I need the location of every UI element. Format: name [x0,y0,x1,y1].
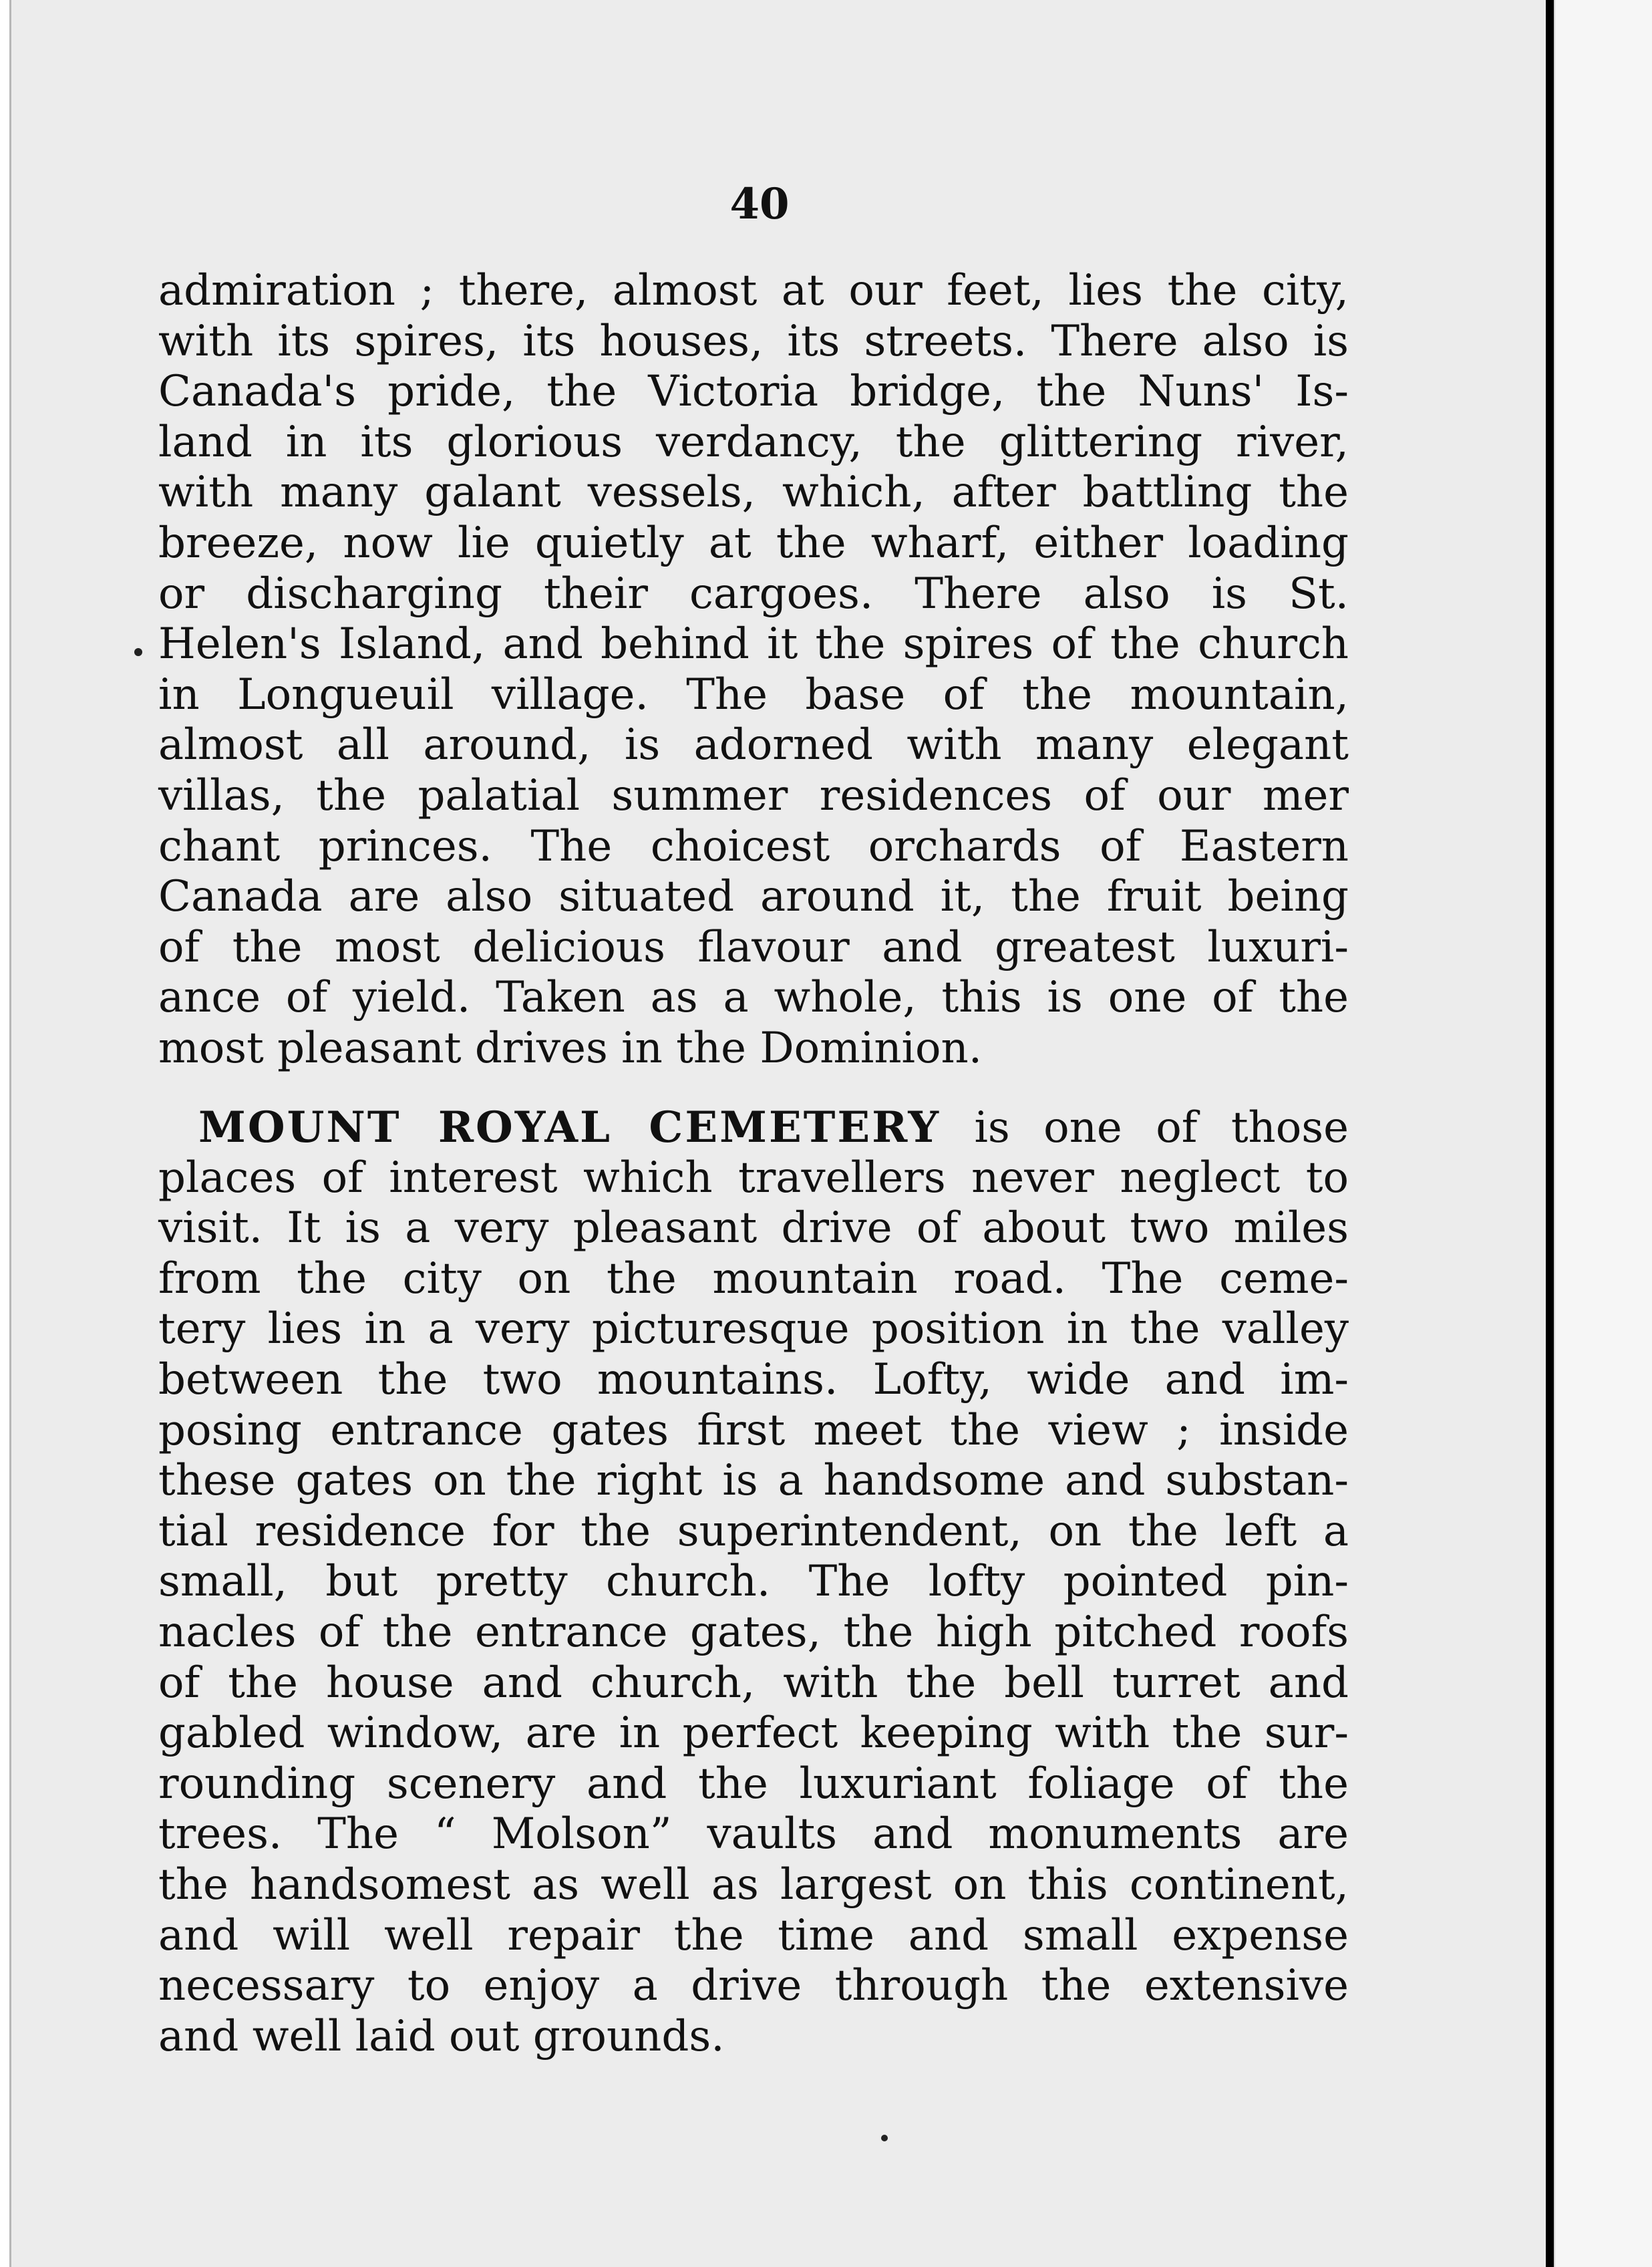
text-line: gabled window, are in perfect keeping with the sur- [158,1708,1349,1759]
text-line: of the house and church, with the bell turret and [158,1658,1349,1708]
text-line: with many galant vessels, which, after battling the [158,468,1349,518]
paragraph-mountain-view [158,266,1349,1074]
text-line: in Longueuil village. The base of the mountain, [158,669,1349,720]
text-line: tial residence for the superintendent, on the left a [158,1506,1349,1556]
text-line: Canada are also situated around it, the fruit being [158,872,1349,922]
text-line: or discharging their cargoes. There also is St. [158,569,1349,619]
text-line: small, but pretty church. The lofty pointed pin- [158,1557,1349,1607]
text-line: and well laid out grounds. [158,2011,725,2061]
book-page [9,0,1548,2267]
text-line: visit. It is a very pleasant drive of about two miles [158,1203,1349,1253]
text-line: almost all around, is adorned with many elegant [158,720,1349,770]
text-line: posing entrance gates first meet the view ; inside [158,1405,1349,1455]
paragraph-mount-royal-cemetery [158,1102,1349,2062]
section-heading: MOUNT ROYAL CEMETERY [198,1102,941,1153]
text-line: rounding scenery and the luxuriant foliage of the [158,1759,1349,1809]
text-line: breeze, now lie quietly at the wharf, either loading [158,518,1349,568]
text-line: Canada's pride, the Victoria bridge, the Nuns' Is- [158,367,1349,417]
heading-line-rest: is one of those [941,1103,1349,1153]
text-line: necessary to enjoy a drive through the extensive [158,1961,1349,2011]
text-line: of the most delicious flavour and greatest luxuri- [158,922,1349,972]
text-line: admiration ; there, almost at our feet, lies the city, [158,266,1349,315]
ink-speck [881,2135,888,2141]
text-line: ance of yield. Taken as a whole, this is one of the [158,973,1349,1023]
text-line: places of interest which travellers never neglect to [158,1153,1349,1203]
text-line: land in its glorious verdancy, the glittering river, [158,417,1349,467]
page-number: 40 [729,179,790,229]
adjacent-page-edge [1554,0,1652,2267]
text-line: chant princes. The choicest orchards of Eastern [158,821,1349,871]
text-line: trees. The “ Molson” vaults and monuments are [158,1809,1349,1859]
text-line [158,1102,1349,1153]
ink-speck [134,648,142,656]
text-line: these gates on the right is a handsome and substan- [158,1456,1349,1506]
text-line: villas, the palatial summer residences of our mer [158,770,1349,820]
text-line: with its spires, its houses, its streets. There also is [158,316,1349,366]
text-line: the handsomest as well as largest on this continent, [158,1859,1349,1910]
text-line: between the two mountains. Lofty, wide and im- [158,1354,1349,1404]
page-gutter-shadow [1546,0,1554,2267]
text-line: Helen's Island, and behind it the spires of the church [158,619,1349,669]
text-line: from the city on the mountain road. The ceme- [158,1253,1349,1304]
text-line: and will well repair the time and small expense [158,1910,1349,1960]
text-line: nacles of the entrance gates, the high pitched roofs [158,1607,1349,1657]
text-line: most pleasant drives in the Dominion. [158,1023,983,1073]
text-line: tery lies in a very picturesque position in the valley [158,1304,1349,1354]
